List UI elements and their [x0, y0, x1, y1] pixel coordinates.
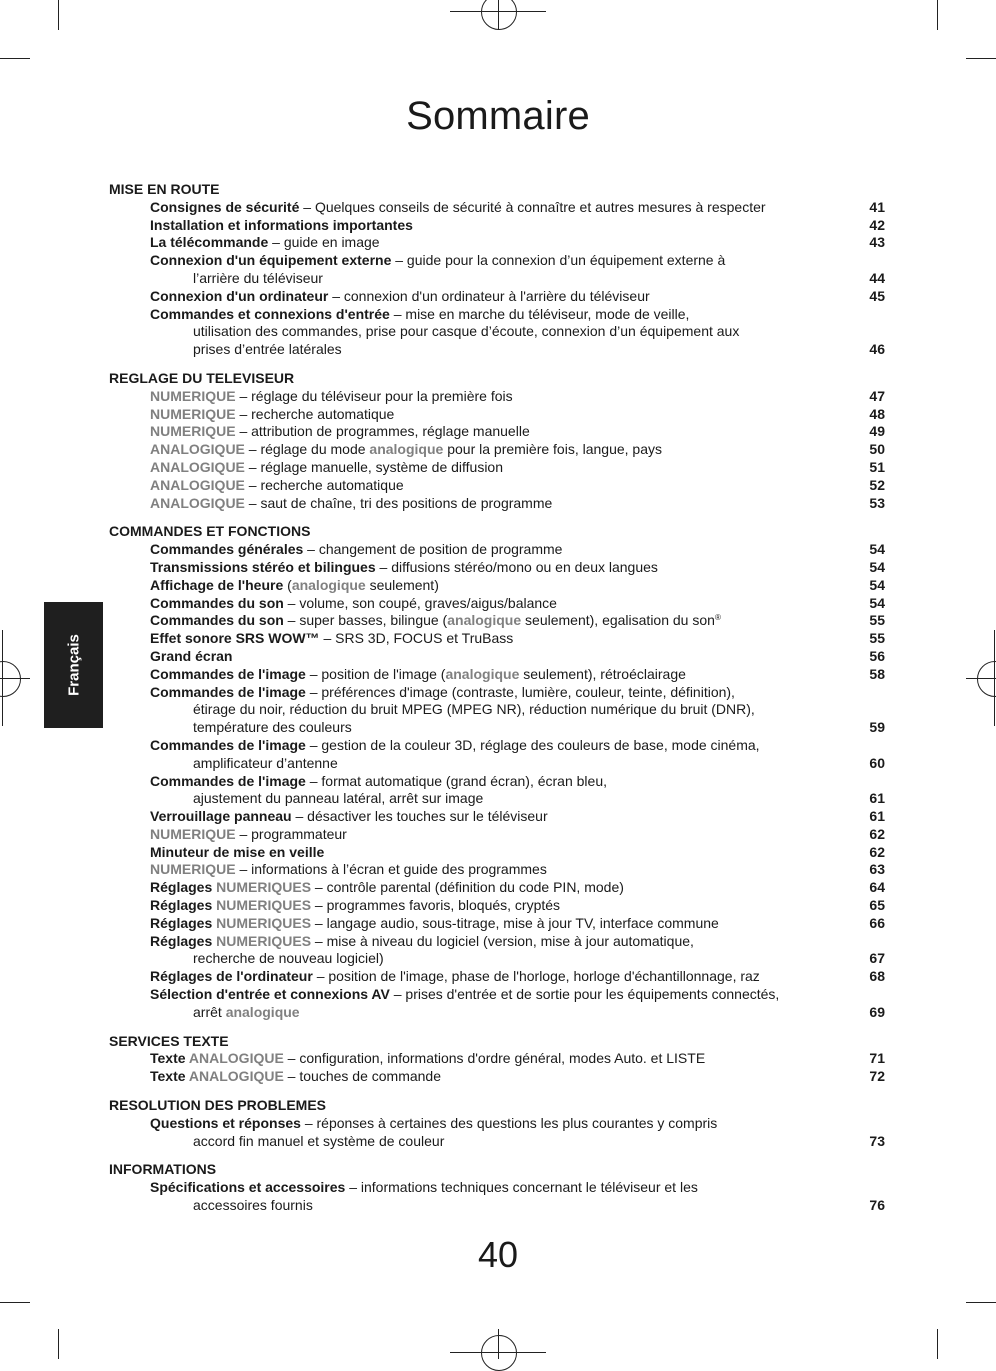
mode-label: NUMERIQUES [216, 914, 312, 931]
entry-page-number: 54 [869, 558, 885, 575]
mode-label: ANALOGIQUE [188, 1068, 284, 1085]
entry-text: – Quelques conseils de sécurité à connaître et autres mesures à respecter [299, 198, 766, 215]
entry-page-number: 61 [869, 790, 885, 807]
toc-entry [109, 423, 885, 441]
entry-topic: Commandes de l'image [150, 772, 306, 789]
entry-line [150, 595, 825, 613]
entry-topic: Commandes du son [150, 594, 284, 611]
entry-topic: Effet sonore SRS WOW™ [150, 630, 320, 647]
entry-page-number: 64 [869, 879, 885, 896]
entry-text: – SRS 3D, FOCUS et TruBass [319, 630, 514, 647]
entry-text: utilisation des commandes, prise pour casque d’écoute, connexion d’un équipement aux [193, 323, 740, 340]
entry-page-number: 42 [869, 216, 885, 233]
entry-text: ® [714, 613, 721, 623]
toc-section [109, 181, 885, 359]
mode-label: NUMERIQUE [150, 387, 236, 404]
entry-text: l’arrière du téléviseur [193, 269, 323, 286]
entry-topic: Commandes et connexions d'entrée [150, 305, 390, 322]
toc-entry [109, 808, 885, 826]
entry-page-number: 55 [869, 630, 885, 647]
entry-page-number: 52 [869, 476, 885, 493]
entry-line [150, 861, 825, 879]
entry-text: – contrôle parental (définition du code PIN, mode) [311, 879, 624, 896]
entry-text: – réglage du mode [244, 441, 370, 458]
section-heading: REGLAGE DU TELEVISEUR [109, 369, 295, 386]
toc-entry [109, 773, 885, 809]
entry-topic: Réglages [150, 932, 217, 949]
entry-topic: Minuteur de mise en veille [150, 843, 325, 860]
entry-topic: Installation et informations importantes [150, 216, 413, 233]
entry-line [150, 559, 825, 577]
toc-entry [109, 288, 885, 306]
entry-line [150, 630, 825, 648]
entry-text: température des couleurs [193, 719, 352, 736]
toc-entry [109, 441, 885, 459]
toc-entry [109, 495, 885, 513]
toc-entry [109, 234, 885, 252]
entry-page-number: 47 [869, 387, 885, 404]
entry-page-number: 76 [869, 1197, 885, 1214]
entry-text: étirage du noir, réduction du bruit MPEG (MPEG NR), réduction numérique du bruit (DNR), [193, 701, 755, 718]
entry-text: – informations à l’écran et guide des programmes [235, 861, 547, 878]
toc-entry [109, 388, 885, 406]
entry-line [150, 933, 825, 951]
entry-topic: Transmissions stéréo et bilingues [150, 558, 376, 575]
entry-line [150, 1115, 825, 1133]
toc-entry [109, 1068, 885, 1086]
toc-entry [109, 406, 885, 424]
entry-topic: Sélection d'entrée et connexions AV [150, 986, 390, 1003]
entry-text: – prises d'entrée et de sortie pour les équipements connectés, [389, 986, 780, 1003]
entry-text: – touches de commande [283, 1068, 442, 1085]
entry-line [150, 773, 825, 791]
crop-mark [966, 58, 996, 59]
entry-text: – mise en marche du téléviseur, mode de veille, [389, 305, 690, 322]
mode-label: NUMERIQUE [150, 825, 236, 842]
entry-text: seulement), egalisation du son [521, 612, 715, 629]
entry-line [150, 388, 825, 406]
entry-line [150, 1068, 825, 1086]
entry-line [150, 897, 825, 915]
entry-page-number: 72 [869, 1068, 885, 1085]
table-of-contents [109, 181, 885, 1226]
entry-line [150, 844, 825, 862]
entry-text: – gestion de la couleur 3D, réglage des couleurs de base, mode cinéma, [305, 736, 760, 753]
entry-line [150, 252, 825, 270]
entry-text: – programmateur [235, 825, 347, 842]
mode-label: analogique [447, 612, 522, 629]
toc-section [109, 370, 885, 512]
toc-entry [109, 612, 885, 630]
entry-line [150, 459, 825, 477]
mode-label: NUMERIQUE [150, 861, 236, 878]
entry-page-number: 54 [869, 594, 885, 611]
entry-topic: Texte [150, 1050, 189, 1067]
toc-entry [109, 1179, 885, 1215]
entry-line [150, 684, 825, 702]
entry-line [150, 1004, 825, 1022]
section-heading: INFORMATIONS [109, 1161, 217, 1178]
entry-line [150, 541, 825, 559]
entry-line [150, 986, 825, 1004]
entry-line [150, 199, 825, 217]
entry-text: seulement) [365, 576, 439, 593]
mode-label: analogique [369, 441, 444, 458]
entry-page-number: 68 [869, 968, 885, 985]
entry-topic: Spécifications et accessoires [150, 1179, 346, 1196]
section-heading: MISE EN ROUTE [109, 181, 220, 197]
entry-text: – informations techniques concernant le téléviseur et les [345, 1179, 698, 1196]
entry-page-number: 71 [869, 1050, 885, 1067]
entry-topic: Réglages [150, 914, 217, 931]
toc-entry [109, 737, 885, 773]
entry-line [150, 719, 825, 737]
entry-page-number: 55 [869, 612, 885, 629]
toc-section [109, 1161, 885, 1214]
entry-text: prises d’entrée latérales [193, 341, 342, 358]
entry-page-number: 69 [869, 1003, 885, 1020]
entry-line [150, 755, 825, 773]
entry-page-number: 43 [869, 234, 885, 251]
toc-entry [109, 684, 885, 737]
page-title: Sommaire [406, 94, 590, 138]
entry-page-number: 51 [869, 458, 885, 475]
entry-topic: Connexion d'un ordinateur [150, 287, 329, 304]
entry-page-number: 46 [869, 341, 885, 358]
mode-label: ANALOGIQUE [150, 441, 245, 458]
entry-line [150, 306, 825, 324]
section-heading: COMMANDES ET FONCTIONS [109, 523, 311, 540]
entry-page-number: 49 [869, 423, 885, 440]
entry-topic: Commandes du son [150, 612, 284, 629]
entry-line [150, 441, 825, 459]
entry-line [150, 826, 825, 844]
entry-page-number: 62 [869, 825, 885, 842]
entry-line [150, 577, 825, 595]
mode-label: analogique [225, 1003, 300, 1020]
entry-line [150, 1133, 825, 1151]
section-heading: SERVICES TEXTE [109, 1032, 229, 1049]
entry-page-number: 45 [869, 287, 885, 304]
entry-page-number: 73 [869, 1132, 885, 1149]
crop-mark [937, 0, 938, 30]
toc-entry [109, 1050, 885, 1068]
toc-entry [109, 1115, 885, 1151]
crop-mark [937, 1329, 938, 1359]
crop-mark [58, 0, 59, 30]
mode-label: NUMERIQUE [150, 423, 236, 440]
toc-entry [109, 577, 885, 595]
entry-text: – désactiver les touches sur le téléviseur [291, 808, 548, 825]
entry-page-number: 54 [869, 541, 885, 558]
entry-page-number: 58 [869, 665, 885, 682]
entry-topic: La télécommande [150, 234, 269, 251]
entry-page-number: 56 [869, 647, 885, 664]
entry-page-number: 62 [869, 843, 885, 860]
entry-page-number: 50 [869, 441, 885, 458]
entry-line [150, 950, 825, 968]
entry-text: – position de l'image, phase de l'horloge, horloge d'échantillonnage, raz [312, 968, 760, 985]
entry-text: arrêt [193, 1003, 226, 1020]
entry-line [150, 808, 825, 826]
entry-topic: Affichage de l'heure [150, 576, 284, 593]
toc-entry [109, 541, 885, 559]
toc-entry [109, 217, 885, 235]
toc-entry [109, 630, 885, 648]
entry-line [150, 612, 825, 630]
entry-text: amplificateur d’antenne [193, 754, 338, 771]
entry-text: – langage audio, sous-titrage, mise à jour TV, interface commune [311, 914, 719, 931]
entry-text: – réglage manuelle, système de diffusion [244, 458, 504, 475]
mode-label: ANALOGIQUE [188, 1050, 284, 1067]
mode-label: analogique [291, 576, 366, 593]
entry-text: – super basses, bilingue ( [283, 612, 448, 629]
entry-topic: Réglages [150, 879, 217, 896]
entry-line [150, 495, 825, 513]
mode-label: NUMERIQUES [216, 897, 312, 914]
toc-entry [109, 477, 885, 495]
entry-page-number: 61 [869, 808, 885, 825]
toc-entry [109, 666, 885, 684]
toc-entry [109, 459, 885, 477]
entry-page-number: 66 [869, 914, 885, 931]
entry-text: – programmes favoris, bloqués, cryptés [311, 897, 561, 914]
entry-line [150, 341, 825, 359]
entry-topic: Grand écran [150, 647, 233, 664]
entry-text: – réponses à certaines des questions les plus courantes y compris [300, 1114, 718, 1131]
entry-page-number: 59 [869, 719, 885, 736]
entry-line [150, 666, 825, 684]
crop-mark [0, 1302, 30, 1303]
entry-line [150, 701, 825, 719]
entry-line [150, 288, 825, 306]
entry-line [150, 323, 825, 341]
mode-label: NUMERIQUES [216, 879, 312, 896]
entry-line [150, 879, 825, 897]
entry-text: – connexion d'un ordinateur à l'arrière du téléviseur [328, 287, 650, 304]
toc-section [109, 523, 885, 1021]
entry-topic: Commandes générales [150, 541, 304, 558]
entry-page-number: 67 [869, 950, 885, 967]
toc-entry [109, 559, 885, 577]
toc-entry [109, 897, 885, 915]
crop-mark [966, 1302, 996, 1303]
mode-label: ANALOGIQUE [150, 476, 245, 493]
entry-text: pour la première fois, langue, pays [443, 441, 663, 458]
entry-topic: Commandes de l'image [150, 683, 306, 700]
crop-mark [58, 1329, 59, 1359]
entry-line [150, 915, 825, 933]
entry-text: – position de l'image ( [305, 665, 446, 682]
entry-text: – mise à niveau du logiciel (version, mise à jour automatique, [311, 932, 694, 949]
entry-text: seulement), rétroéclairage [519, 665, 686, 682]
entry-line [150, 1197, 825, 1215]
entry-line [150, 477, 825, 495]
entry-page-number: 65 [869, 897, 885, 914]
entry-text: – guide en image [268, 234, 380, 251]
entry-text: – préférences d'image (contraste, lumière, couleur, teinte, définition), [305, 683, 735, 700]
entry-text: – guide pour la connexion d’un équipement externe à [391, 252, 726, 269]
entry-page-number: 48 [869, 405, 885, 422]
entry-text: – volume, son coupé, graves/aigus/balance [283, 594, 557, 611]
entry-text: – configuration, informations d'ordre général, modes Auto. et LISTE [283, 1050, 706, 1067]
toc-entry [109, 915, 885, 933]
mode-label: analogique [445, 665, 520, 682]
toc-entry [109, 199, 885, 217]
toc-entry [109, 826, 885, 844]
entry-page-number: 41 [869, 198, 885, 215]
entry-topic: Commandes de l'image [150, 665, 306, 682]
entry-text: – diffusions stéréo/mono ou en deux langues [375, 558, 658, 575]
entry-page-number: 63 [869, 861, 885, 878]
entry-line [150, 234, 825, 252]
entry-page-number: 44 [869, 269, 885, 286]
entry-text: – recherche automatique [235, 405, 395, 422]
entry-text: – format automatique (grand écran), écran bleu, [305, 772, 607, 789]
entry-line [150, 1050, 825, 1068]
toc-entry [109, 968, 885, 986]
entry-line [150, 270, 825, 288]
language-tab-label: Français [65, 634, 82, 696]
toc-entry [109, 879, 885, 897]
entry-text: ajustement du panneau latéral, arrêt sur image [193, 790, 484, 807]
entry-text: – saut de chaîne, tri des positions de programme [244, 494, 553, 511]
entry-line [150, 648, 825, 666]
entry-text: recherche de nouveau logiciel) [193, 950, 384, 967]
entry-topic: Commandes de l'image [150, 736, 306, 753]
entry-text: accord fin manuel et système de couleur [193, 1132, 445, 1149]
entry-topic: Réglages [150, 897, 217, 914]
entry-topic: Connexion d'un équipement externe [150, 252, 392, 269]
toc-entry [109, 595, 885, 613]
entry-topic: Verrouillage panneau [150, 808, 292, 825]
section-heading: RESOLUTION DES PROBLEMES [109, 1097, 327, 1114]
entry-line [150, 217, 825, 235]
page-number: 40 [477, 1234, 519, 1275]
mode-label: NUMERIQUES [216, 932, 312, 949]
entry-text: – changement de position de programme [303, 541, 563, 558]
entry-line [150, 406, 825, 424]
toc-entry [109, 648, 885, 666]
mode-label: NUMERIQUE [150, 405, 236, 422]
toc-entry [109, 861, 885, 879]
toc-entry [109, 306, 885, 359]
entry-line [150, 1179, 825, 1197]
entry-line [150, 968, 825, 986]
entry-page-number: 54 [869, 576, 885, 593]
toc-section [109, 1033, 885, 1086]
entry-line [150, 423, 825, 441]
mode-label: ANALOGIQUE [150, 494, 245, 511]
entry-topic: Réglages de l'ordinateur [150, 968, 313, 985]
entry-line [150, 790, 825, 808]
toc-entry [109, 933, 885, 969]
toc-section [109, 1097, 885, 1150]
entry-text: – réglage du téléviseur pour la première fois [235, 387, 513, 404]
crop-mark [0, 58, 30, 59]
language-tab [44, 602, 103, 728]
toc-entry [109, 252, 885, 288]
entry-topic: Texte [150, 1068, 189, 1085]
entry-topic: Questions et réponses [150, 1114, 301, 1131]
entry-text: – attribution de programmes, réglage manuelle [235, 423, 530, 440]
mode-label: ANALOGIQUE [150, 458, 245, 475]
entry-page-number: 53 [869, 494, 885, 511]
entry-line [150, 737, 825, 755]
toc-entry [109, 986, 885, 1022]
entry-text: ( [283, 576, 292, 593]
toc-entry [109, 844, 885, 862]
entry-page-number: 60 [869, 754, 885, 771]
entry-text: accessoires fournis [193, 1197, 313, 1214]
entry-text: – recherche automatique [244, 476, 404, 493]
entry-topic: Consignes de sécurité [150, 198, 300, 215]
